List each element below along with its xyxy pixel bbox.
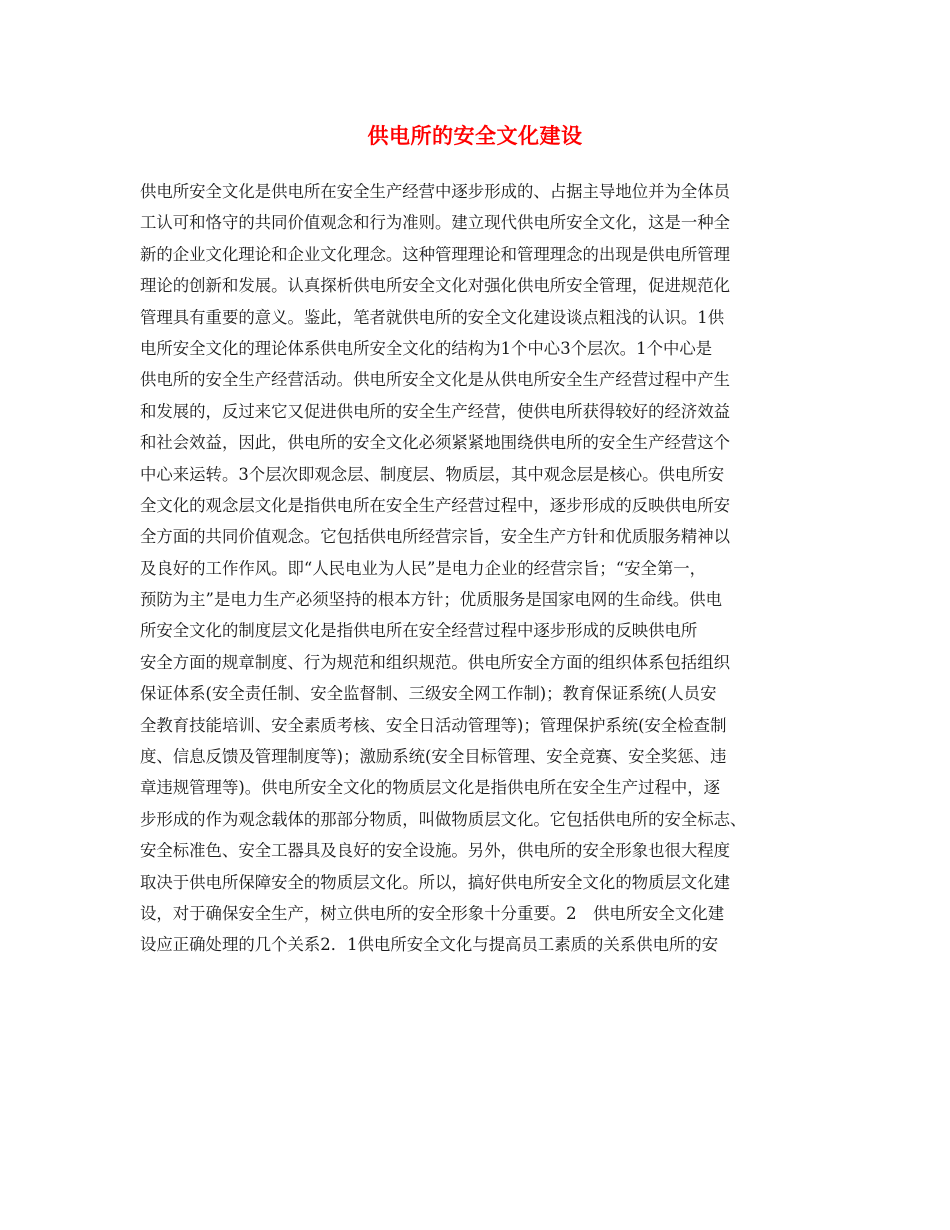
document-title: 供电所的安全文化建设 — [367, 123, 583, 148]
text-line: 全文化的观念层文化是指供电所在安全生产经营过程中，逐步形成的反映供电所安 — [140, 495, 731, 515]
text-line: 供电所安全文化是供电所在安全生产经营中逐步形成的、占据主导地位并为全体员 — [140, 182, 731, 201]
text-line: 全教育技能培训、安全素质考核、安全日活动管理等)；管理保护系统(安全检查制 — [140, 715, 727, 735]
text-line: 预防为主”是电力生产必须坚持的根本方针；优质服务是国家电网的生命线。供电 — [140, 590, 723, 610]
text-line: 工认可和恪守的共同价值观念和行为准则。建立现代供电所安全文化，这是一种全 — [140, 213, 731, 233]
text-line: 新的企业文化理论和企业文化理念。这种管理理论和管理理念的出现是供电所管理 — [140, 244, 731, 264]
text-line: 理论的创新和发展。认真探析供电所安全文化对强化供电所安全管理，促进规范化 — [140, 276, 731, 296]
text-line: 管理具有重要的意义。鉴此，笔者就供电所的安全文化建设谈点粗浅的认识。1供 — [140, 307, 725, 327]
text-line: 安全标准色、安全工器具及良好的安全设施。另外，供电所的安全形象也很大程度 — [140, 841, 731, 861]
text-line: 和发展的，反过来它又促进供电所的安全生产经营，使供电所获得较好的经济效益 — [140, 401, 731, 421]
text-line: 设，对于确保安全生产，树立供电所的安全形象十分重要。2 供电所安全文化建 — [140, 903, 725, 923]
text-line: 设应正确处理的几个关系2．1供电所安全文化与提高员工素质的关系供电所的安 — [140, 935, 719, 955]
text-line: 保证体系(安全责任制、安全监督制、三级安全网工作制)；教育保证系统(人员安 — [140, 684, 717, 704]
text-line: 及良好的工作作风。即“人民电业为人民”是电力企业的经营宗旨；“安全第一， — [140, 558, 707, 578]
text-line: 章违规管理等)。供电所安全文化的物质层文化是指供电所在安全生产过程中，逐 — [140, 778, 721, 798]
text-line: 步形成的作为观念载体的那部分物质，叫做物质层文化。它包括供电所的安全标志、 — [140, 809, 747, 829]
text-line: 和社会效益，因此，供电所的安全文化必须紧紧地围绕供电所的安全生产经营这个 — [140, 433, 731, 453]
text-line: 电所安全文化的理论体系供电所安全文化的结构为1个中心3个层次。1个中心是 — [140, 338, 713, 358]
text-line: 全方面的共同价值观念。它包括供电所经营宗旨，安全生产方针和优质服务精神以 — [140, 527, 731, 547]
text-line: 安全方面的规章制度、行为规范和组织规范。供电所安全方面的组织体系包括组织 — [140, 652, 731, 672]
document-body — [140, 176, 812, 961]
text-line: 供电所的安全生产经营活动。供电所安全文化是从供电所安全生产经营过程中产生 — [140, 370, 731, 390]
text-line: 所安全文化的制度层文化是指供电所在安全经营过程中逐步形成的反映供电所 — [140, 621, 698, 641]
text-line: 取决于供电所保障安全的物质层文化。所以，搞好供电所安全文化的物质层文化建 — [140, 872, 731, 892]
text-line: 中心来运转。3个层次即观念层、制度层、物质层，其中观念层是核心。供电所安 — [140, 464, 725, 484]
text-line: 度、信息反馈及管理制度等)；激励系统(安全目标管理、安全竞赛、安全奖惩、违 — [140, 747, 727, 767]
